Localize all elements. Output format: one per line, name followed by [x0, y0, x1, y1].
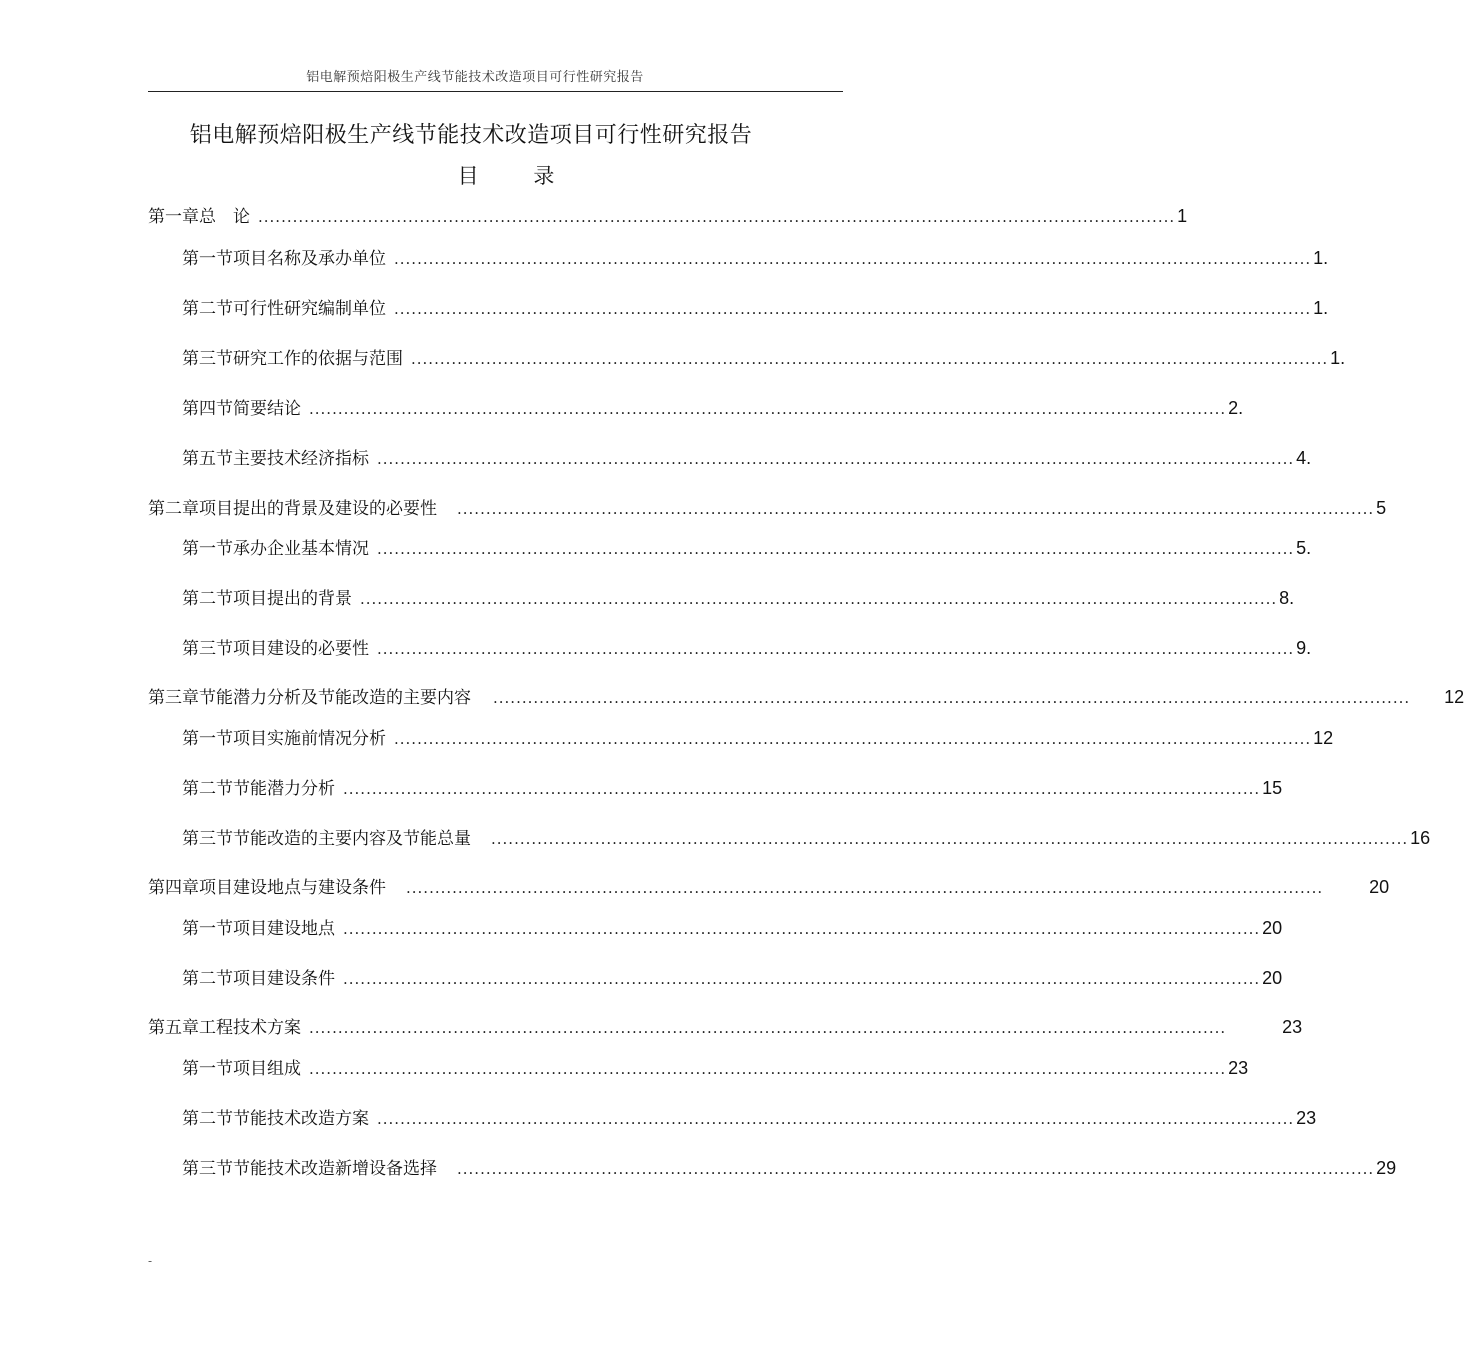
toc-section[interactable]	[182, 244, 1329, 270]
toc-leader-dots: ...............................................................................................................................................................	[394, 300, 1312, 318]
toc-number: 第二节	[182, 779, 233, 799]
toc-title: 承办企业基本情况	[233, 539, 369, 559]
toc-number: 第一节	[182, 539, 233, 559]
running-header: 铝电解预焙阳极生产线节能技术改造项目可行性研究报告	[306, 70, 644, 85]
toc-title: 项目提出的背景	[233, 589, 352, 609]
toc-leader-dots: ...............................................................................................................................................................	[309, 1019, 1227, 1037]
toc-leader-dots: ...............................................................................................................................................................	[394, 250, 1312, 268]
toc-title: 节能技术改造方案	[233, 1109, 369, 1129]
toc-title: 项目实施前情况分析	[233, 729, 386, 749]
toc-number: 第一节	[182, 919, 233, 939]
toc-page-number: 15	[1262, 778, 1283, 798]
toc-leader-dots: ...............................................................................................................................................................	[377, 450, 1295, 468]
toc-page-number: 23	[1296, 1108, 1317, 1128]
toc-title: 研究工作的依据与范围	[233, 349, 403, 369]
toc-page-number: 5	[1376, 498, 1387, 518]
toc-section[interactable]	[182, 1104, 1317, 1130]
toc-section[interactable]	[182, 634, 1312, 660]
toc-title: 项目建设地点与建设条件	[199, 878, 386, 898]
toc-title: 项目建设条件	[233, 969, 335, 989]
toc-chapter-4[interactable]	[148, 873, 1390, 899]
toc-title: 主要技术经济指标	[233, 449, 369, 469]
toc-leader-dots: ...............................................................................................................................................................	[377, 540, 1295, 558]
toc-number: 第三节	[182, 1159, 233, 1179]
toc-title: 项目建设的必要性	[233, 639, 369, 659]
toc-number: 第四章	[148, 878, 199, 898]
toc-leader-dots: ...............................................................................................................................................................	[493, 689, 1411, 707]
toc-leader-dots: ...............................................................................................................................................................	[491, 830, 1409, 848]
toc-page-number: 2.	[1228, 398, 1244, 418]
toc-leader-dots: ...............................................................................................................................................................	[457, 500, 1375, 518]
toc-page-number: 1.	[1313, 298, 1329, 318]
toc-number: 第一章	[148, 207, 199, 227]
toc-page-number: 16	[1410, 828, 1431, 848]
toc-leader-dots: ...............................................................................................................................................................	[309, 1060, 1227, 1078]
toc-number: 第四节	[182, 399, 233, 419]
toc-title: 项目建设地点	[233, 919, 335, 939]
toc-section[interactable]	[182, 534, 1312, 560]
toc-leader-dots: ...............................................................................................................................................................	[377, 1110, 1295, 1128]
toc-page-number: 1	[1177, 206, 1188, 226]
toc-page-number: 1.	[1330, 348, 1346, 368]
toc-page-number: 23	[1282, 1017, 1303, 1037]
toc-leader-dots: ...............................................................................................................................................................	[394, 730, 1312, 748]
toc-page-number: 23	[1228, 1058, 1249, 1078]
toc-page-number: 12	[1444, 687, 1464, 707]
toc-number: 第二节	[182, 1109, 233, 1129]
toc-title: 节能潜力分析	[233, 779, 335, 799]
toc-page-number: 4.	[1296, 448, 1312, 468]
toc-title: 总 论	[199, 207, 250, 227]
toc-number: 第三节	[182, 829, 233, 849]
toc-page-number: 1.	[1313, 248, 1329, 268]
toc-leader-dots: ...............................................................................................................................................................	[258, 208, 1176, 226]
toc-section[interactable]	[182, 724, 1334, 750]
toc-title: 可行性研究编制单位	[233, 299, 386, 319]
toc-leader-dots: ...............................................................................................................................................................	[343, 780, 1261, 798]
toc-chapter-1[interactable]	[148, 202, 1188, 228]
toc-heading: 目 录	[457, 164, 579, 188]
toc-page-number: 12	[1313, 728, 1334, 748]
toc-chapter-5[interactable]	[148, 1013, 1303, 1039]
toc-title: 节能技术改造新增设备选择	[233, 1159, 437, 1179]
toc-section[interactable]	[182, 584, 1295, 610]
toc-page-number: 9.	[1296, 638, 1312, 658]
toc-page-number: 20	[1262, 968, 1283, 988]
toc-page-number: 8.	[1279, 588, 1295, 608]
toc-chapter-2[interactable]	[148, 494, 1387, 520]
footer-mark: -	[148, 1254, 153, 1268]
toc-leader-dots: ...............................................................................................................................................................	[309, 400, 1227, 418]
toc-leader-dots: ...............................................................................................................................................................	[457, 1160, 1375, 1178]
toc-number: 第三节	[182, 349, 233, 369]
toc-leader-dots: ...............................................................................................................................................................	[411, 350, 1329, 368]
toc-number: 第三章	[148, 688, 199, 708]
toc-title: 工程技术方案	[199, 1018, 301, 1038]
toc-number: 第二节	[182, 589, 233, 609]
toc-section[interactable]	[182, 964, 1283, 990]
document-title: 铝电解预焙阳极生产线节能技术改造项目可行性研究报告	[189, 123, 753, 148]
toc-number: 第三节	[182, 639, 233, 659]
toc-page-number: 29	[1376, 1158, 1397, 1178]
toc-number: 第二章	[148, 499, 199, 519]
toc-title: 节能潜力分析及节能改造的主要内容	[199, 688, 471, 708]
toc-leader-dots: ...............................................................................................................................................................	[377, 640, 1295, 658]
toc-title: 节能改造的主要内容及节能总量	[233, 829, 471, 849]
toc-number: 第一节	[182, 1059, 233, 1079]
toc-section[interactable]	[182, 1054, 1249, 1080]
toc-section[interactable]	[182, 774, 1283, 800]
toc-page-number: 20	[1262, 918, 1283, 938]
toc-number: 第一节	[182, 249, 233, 269]
toc-section[interactable]	[182, 824, 1431, 850]
toc-number: 第二节	[182, 969, 233, 989]
toc-section[interactable]	[182, 294, 1329, 320]
toc-number: 第五章	[148, 1018, 199, 1038]
toc-page-number: 20	[1369, 877, 1390, 897]
toc-section[interactable]	[182, 394, 1244, 420]
toc-title: 简要结论	[233, 399, 301, 419]
toc-number: 第二节	[182, 299, 233, 319]
toc-title: 项目组成	[233, 1059, 301, 1079]
toc-page-number: 5.	[1296, 538, 1312, 558]
toc-chapter-3[interactable]	[148, 683, 1464, 709]
toc-leader-dots: ...............................................................................................................................................................	[406, 879, 1324, 897]
toc-section[interactable]	[182, 1154, 1397, 1180]
toc-number: 第一节	[182, 729, 233, 749]
toc-leader-dots: ...............................................................................................................................................................	[343, 920, 1261, 938]
toc-title: 项目提出的背景及建设的必要性	[199, 499, 437, 519]
toc-section[interactable]	[182, 914, 1283, 940]
toc-number: 第五节	[182, 449, 233, 469]
toc-section[interactable]	[182, 344, 1346, 370]
header-divider	[148, 91, 843, 92]
toc-section[interactable]	[182, 444, 1312, 470]
toc-title: 项目名称及承办单位	[233, 249, 386, 269]
toc-leader-dots: ...............................................................................................................................................................	[360, 590, 1278, 608]
toc-leader-dots: ...............................................................................................................................................................	[343, 970, 1261, 988]
